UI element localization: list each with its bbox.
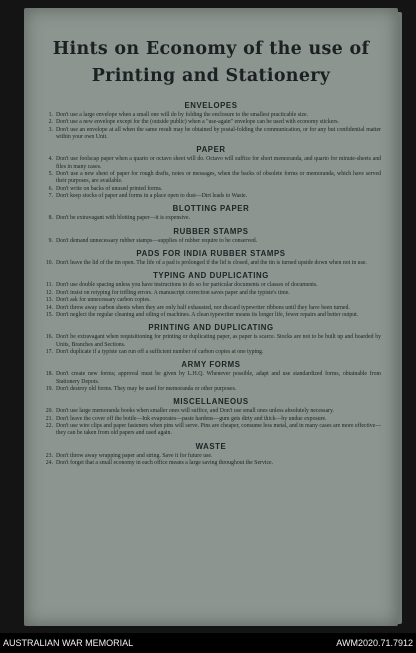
list-item — [41, 386, 381, 393]
footer-bar — [0, 633, 416, 653]
item-text: Don't ask for unnecessary carbon copies. — [56, 297, 151, 304]
section — [41, 270, 381, 319]
list-item — [41, 238, 381, 245]
list-item — [41, 460, 381, 467]
item-text: Don't use double spacing unless you have instructions to do so for particular documents or classes of documents. — [56, 282, 318, 289]
list-item — [41, 416, 381, 423]
title-line-2: Printing and Stationery — [91, 66, 331, 86]
section — [41, 100, 381, 141]
item-number: 17. — [45, 348, 53, 355]
item-text: Don't keep stocks of paper and forms in a place open to dust—Dirt leads to Waste. — [56, 193, 248, 200]
list-item — [41, 282, 381, 289]
section — [41, 396, 381, 437]
list-item — [41, 193, 381, 200]
section-heading: MISCELLANEOUS — [173, 397, 249, 407]
item-number: 13. — [45, 297, 53, 304]
section-heading: ENVELOPES — [184, 101, 238, 110]
section — [41, 322, 381, 356]
item-number: 9. — [48, 237, 53, 244]
item-number: 11. — [45, 282, 53, 289]
section-heading: ARMY FORMS — [181, 360, 241, 370]
section — [41, 359, 381, 393]
list-item — [41, 186, 381, 193]
item-text: Don't throw away wrapping paper and string. Save it for future use. — [56, 452, 213, 459]
item-text: Don't leave the lid of the tin open. The life of a pad is prolonged if the lid is closed, and the tin is turned upside down when not in use. — [56, 260, 367, 267]
list-item — [41, 119, 381, 126]
list-item — [41, 349, 381, 356]
list-item — [41, 156, 381, 171]
list-item — [41, 371, 381, 386]
item-text: Don't use foolscap paper when a quarto or octavo sheet will do. Octavo will suffice for short memoranda, and quarto for minute-sheets and files in many cases. — [56, 156, 381, 170]
item-number: 22. — [45, 422, 53, 429]
section-heading: WASTE — [195, 441, 227, 451]
item-number: 10. — [45, 260, 53, 267]
item-text: Don't create new forms; approval must be given by L.H.Q. Whenever possible, adapt and use standardized forms, obtainable from Stationery Depots. — [56, 371, 381, 385]
section-heading: PRINTING AND DUPLICATING — [148, 323, 274, 333]
list-item — [41, 171, 381, 186]
item-number: 12. — [45, 289, 53, 296]
section-heading: TYPING AND DUPLICATING — [153, 271, 269, 281]
item-number: 5. — [48, 171, 53, 178]
item-text: Don't use a new sheet of paper for rough drafts, notes or messages, when the backs of obsolete forms or memoranda, which have served their purposes, are available. — [56, 171, 381, 185]
section-heading: PADS FOR INDIA RUBBER STAMPS — [136, 249, 286, 259]
section — [41, 248, 381, 267]
list-item — [41, 423, 381, 438]
item-number: 16. — [45, 334, 53, 341]
item-number: 24. — [45, 459, 53, 466]
document-content — [41, 36, 381, 467]
list-item — [41, 334, 381, 349]
item-text: Don't be extravagant when requisitioning for printing or duplicating paper, as paper is scarce. Stocks are not to be built up and hoarded by Units, Branches and Sections. — [56, 334, 381, 348]
section-heading: RUBBER STAMPS — [173, 226, 249, 236]
list-item — [41, 408, 381, 415]
item-number: 1. — [48, 112, 53, 118]
item-number: 15. — [45, 311, 53, 318]
item-number: 23. — [45, 452, 53, 459]
item-number: 20. — [45, 408, 53, 415]
sections-container — [41, 100, 381, 467]
section-heading: PAPER — [196, 145, 226, 155]
footer-accession-number: AWM2020.71.7912 — [336, 638, 413, 648]
list-item — [41, 127, 381, 142]
item-text: Don't be extravagant with blotting paper—it is expensive. — [56, 215, 191, 222]
item-number: 14. — [45, 304, 53, 311]
item-text: Don't use a large envelope when a small one will do by folding the enclosure to the smallest practicable size. — [56, 112, 309, 118]
item-text: Don't demand unnecessary rubber stamps—supplies of rubber require to be conserved. — [56, 237, 258, 244]
item-text: Don't write on backs of unused printed forms. — [56, 185, 163, 192]
item-text: Don't insist on retyping for trifling errors. A manuscript correction saves paper and the typiste's time. — [56, 289, 290, 296]
item-number: 4. — [48, 156, 53, 163]
item-text: Don't use an envelope at all when the same result may be obtained by postal-folding the communication, or for any but confidential matter within your own Unit. — [56, 126, 381, 141]
item-text: Don't use a new envelope except for the (outside public) when a "use-again" envelope can be used with economy stickers. — [56, 119, 339, 126]
item-number: 2. — [48, 119, 53, 126]
section — [41, 144, 381, 200]
item-number: 18. — [45, 371, 53, 378]
section — [41, 226, 381, 245]
list-item — [41, 312, 381, 319]
section — [41, 203, 381, 222]
list-item — [41, 453, 381, 460]
document-page — [24, 8, 398, 626]
item-text: Don't leave the cover off the bottle—Ink evaporates—paste hardens—gum gets dirty and thick—by undue exposure. — [56, 415, 327, 422]
item-text: Don't neglect the regular cleaning and oiling of machines. A clean typewriter means its longer life, fewer repairs and better output. — [56, 311, 359, 318]
item-number: 19. — [45, 385, 53, 392]
document-title — [41, 36, 381, 90]
item-text: Don't use large memoranda books when smaller ones will suffice, and Don't use small ones unless absolutely necessary. — [56, 408, 334, 415]
title-line-1: Hints on Economy of the use of — [52, 39, 370, 59]
item-number: 6. — [48, 185, 53, 192]
item-number: 3. — [48, 126, 53, 133]
section — [41, 441, 381, 468]
footer-credit: AUSTRALIAN WAR MEMORIAL — [3, 638, 134, 648]
list-item — [41, 215, 381, 222]
item-text: Don't throw away carbon sheets when they are only half exhausted, nor discard typewriter ribbons until they have been turned. — [56, 304, 350, 311]
item-text: Don't duplicate if a typiste can run off a sufficient number of carbon copies at one typing. — [56, 348, 264, 355]
item-number: 7. — [48, 193, 53, 200]
list-item — [41, 297, 381, 304]
list-item — [41, 305, 381, 312]
list-item — [41, 260, 381, 267]
item-text: Don't use wire clips and paper fasteners when pins will serve. Pins are cheaper, consume less metal, and in many cases are more effective—they can be taken from old papers and used again. — [56, 422, 381, 437]
item-number: 8. — [48, 215, 53, 222]
item-number: 21. — [45, 415, 53, 422]
item-text: Don't destroy old forms. They may be used for memoranda or other purposes. — [56, 385, 237, 392]
section-heading: BLOTTING PAPER — [172, 204, 250, 214]
item-text: Don't forget that a small economy in each office means a large saving throughout the Service. — [56, 459, 274, 466]
